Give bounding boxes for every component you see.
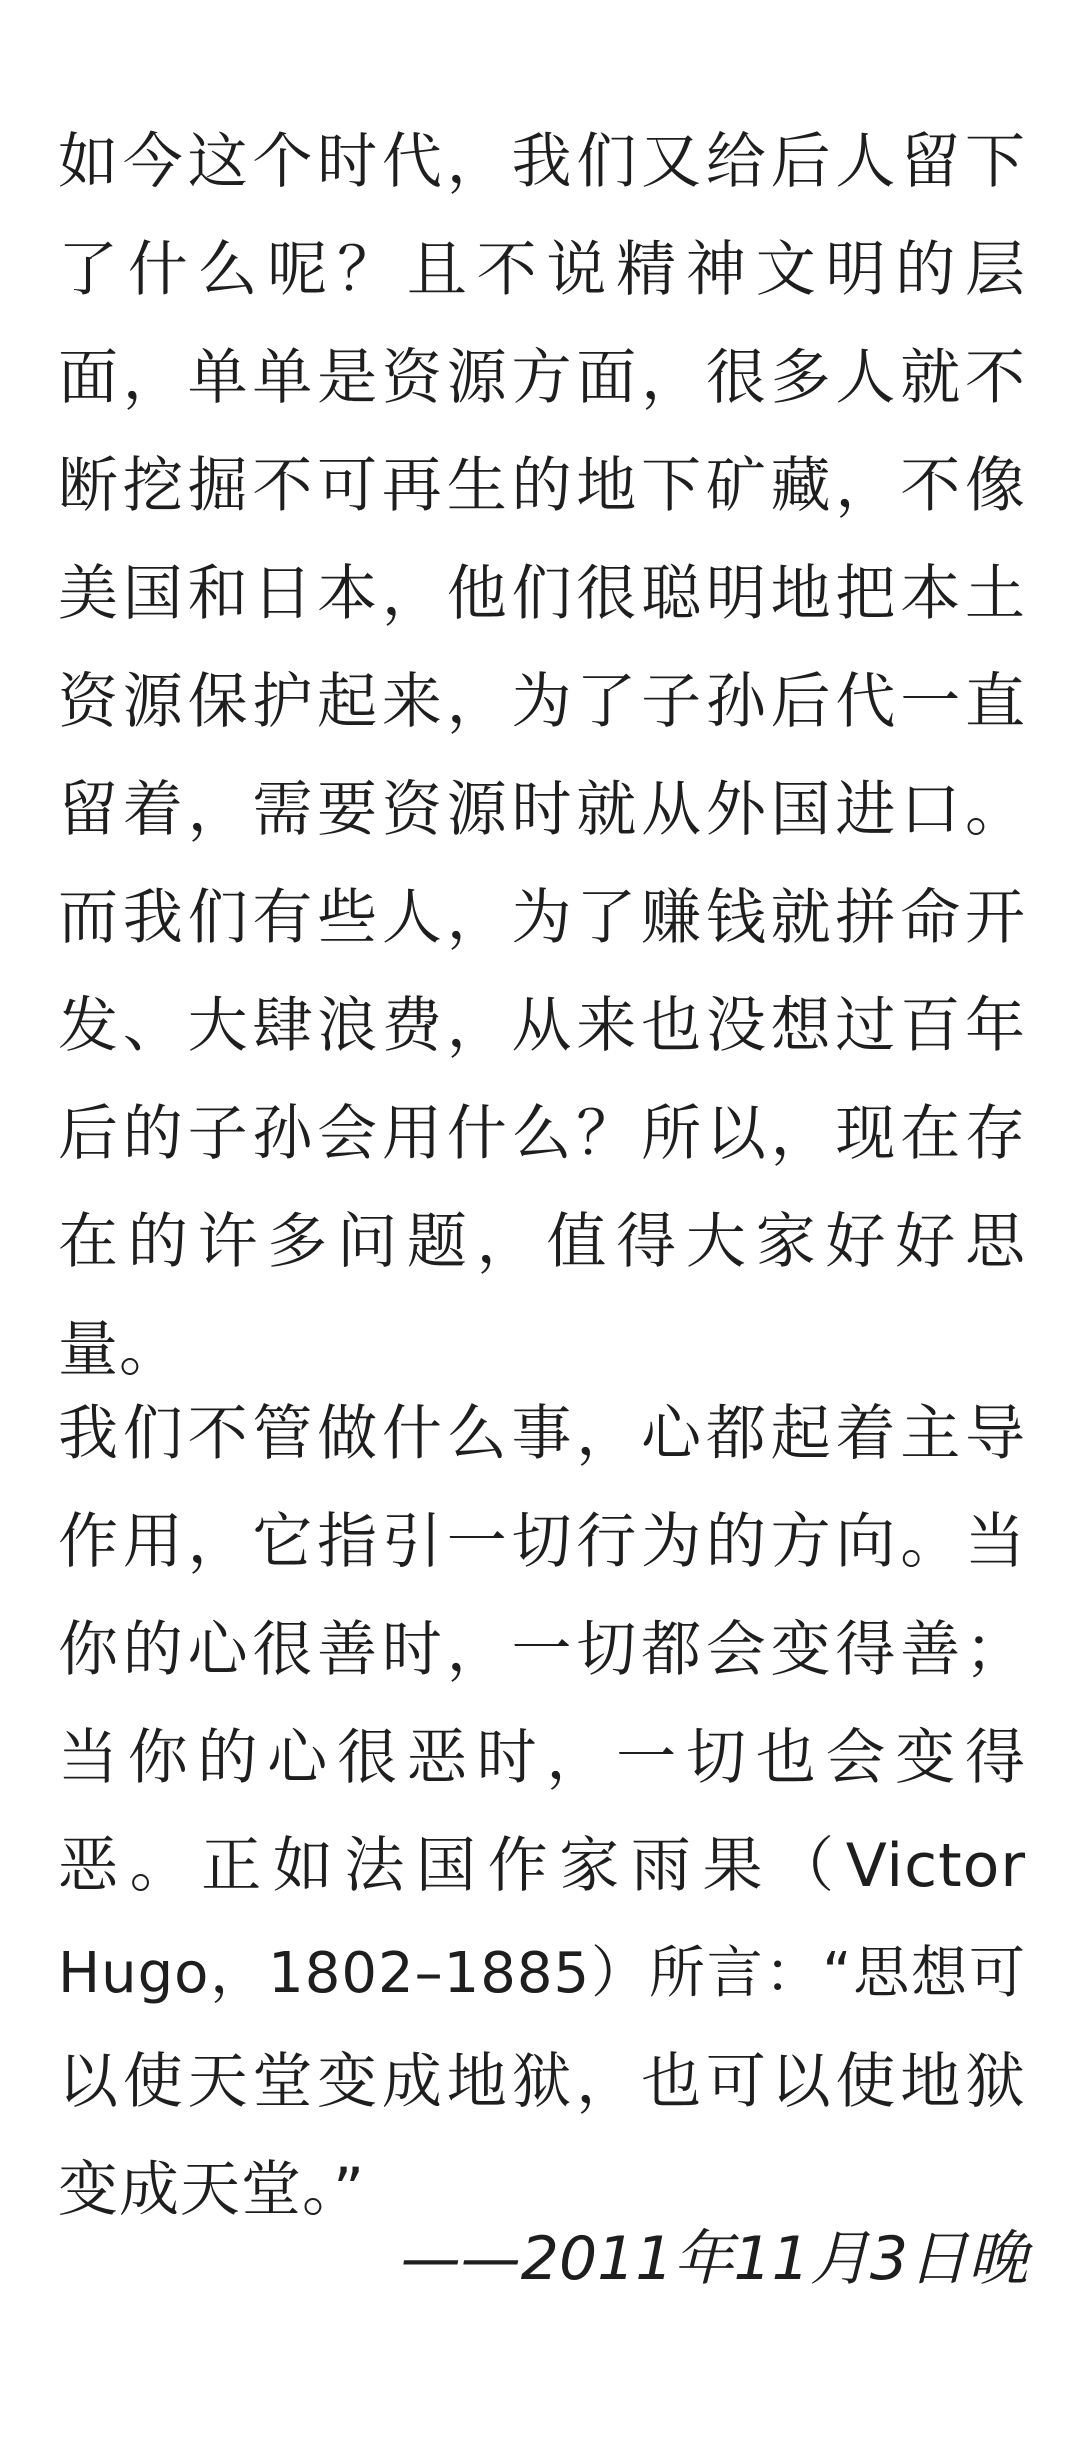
text-line: 断挖掘不可再生的地下矿藏，不像 [58, 451, 1026, 521]
text-line: 资源保护起来，为了子孙后代一直 [58, 667, 1026, 737]
paragraph-resources [58, 108, 1026, 1404]
text-line: 当你的心很恶时，一切也会变得 [58, 1723, 1026, 1793]
text-line: 恶。正如法国作家雨果（Victor [58, 1831, 1026, 1901]
text-line: 留着，需要资源时就从外国进口。 [58, 775, 1026, 845]
paragraph-mind [58, 1380, 1026, 2244]
text-line: 作用，它指引一切行为的方向。当 [58, 1507, 1026, 1577]
text-line: 我们不管做什么事，心都起着主导 [58, 1399, 1026, 1469]
text-line: 以使天堂变成地狱，也可以使地狱 [58, 2047, 1026, 2117]
text-line: 发、大肆浪费，从来也没想过百年 [58, 991, 1026, 1061]
text-line: 如今这个时代，我们又给后人留下 [58, 127, 1026, 197]
text-line: 了什么呢？且不说精神文明的层 [58, 235, 1026, 305]
text-line: 美国和日本，他们很聪明地把本土 [58, 559, 1026, 629]
text-line: 而我们有些人，为了赚钱就拼命开 [58, 883, 1026, 953]
text-line: 在的许多问题，值得大家好好思 [58, 1207, 1026, 1277]
text-line: 面，单单是资源方面，很多人就不 [58, 343, 1026, 413]
text-line: 你的心很善时，一切都会变得善； [58, 1615, 1026, 1685]
text-line: Hugo，1802–1885）所言：“思想可 [58, 1941, 1026, 2006]
text-line: 后的子孙会用什么？所以，现在存 [58, 1099, 1026, 1169]
date-signature: ——2011年11月3日晚 [400, 2224, 1028, 2294]
text-line: 变成天堂。” [58, 2155, 366, 2225]
text-line: 量。 [58, 1315, 180, 1385]
